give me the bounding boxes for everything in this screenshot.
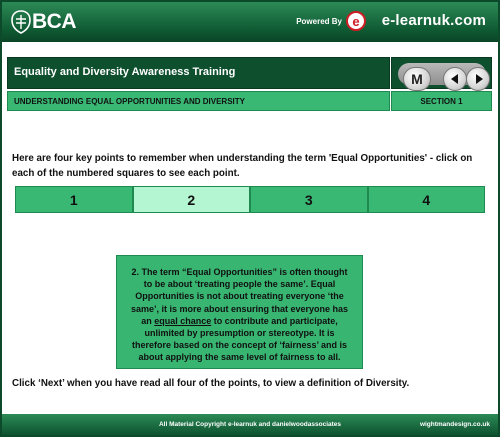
crest-icon <box>10 10 32 34</box>
arrow-left-icon <box>451 74 458 84</box>
top-header-bar <box>2 2 498 42</box>
footer-bar <box>2 414 498 435</box>
intro-text: Here are four key points to remember when understanding the term 'Equal Opportunities' - click on each of the numbered squares to see each point. <box>12 153 473 179</box>
point-tab-1[interactable]: 1 <box>15 186 133 213</box>
elearn-logo-letter: e <box>352 13 360 29</box>
copyright-text: All Material Copyright e-learnuk and danielwoodassociates <box>158 421 342 428</box>
next-button[interactable] <box>466 67 490 91</box>
point-tab-2[interactable]: 2 <box>133 186 251 213</box>
previous-button[interactable] <box>443 67 467 91</box>
arrow-right-icon <box>476 74 483 84</box>
section-label: SECTION 1 <box>420 97 463 106</box>
course-subtitle: UNDERSTANDING EQUAL OPPORTUNITIES AND DIVERSITY <box>14 97 245 106</box>
logo-text: BCA <box>32 10 76 33</box>
nav-track <box>398 63 486 85</box>
course-title: Equality and Diversity Awareness Training <box>14 66 236 78</box>
point-tab-3[interactable]: 3 <box>250 186 368 213</box>
menu-button[interactable]: M <box>403 67 431 91</box>
point-text-emphasis: equal chance <box>154 315 212 326</box>
section-indicator <box>391 91 492 111</box>
course-title-bar <box>7 57 390 89</box>
design-credit: wightmandesign.co.uk <box>419 421 490 428</box>
point-text-after: to contribute and participate, unlimited by presumption or stereotype. It is therefore based on the concept of ‘fairness’ and is about applying the same level of fairness to all. <box>131 315 348 363</box>
course-subtitle-bar <box>7 91 390 111</box>
point-content-box <box>116 255 363 369</box>
bca-logo <box>10 9 76 35</box>
elearn-logo-icon <box>346 11 366 31</box>
next-instruction: Click ‘Next’ when you have read all four of the points, to view a definition of Diversity. <box>12 378 410 389</box>
powered-by-label: Powered By <box>296 17 342 26</box>
point-tab-4[interactable]: 4 <box>368 186 486 213</box>
brand-name: e-learnuk.com <box>381 12 486 29</box>
point-tabs <box>15 186 485 213</box>
point-text-before: 2. The term “Equal Opportunities” is often thought to be about ‘treating people the same’. Equal Opportunities is not about treating everyone ‘the same’, it is more about ensuring that everyone has an <box>130 267 349 326</box>
navigation-controls <box>391 57 492 89</box>
